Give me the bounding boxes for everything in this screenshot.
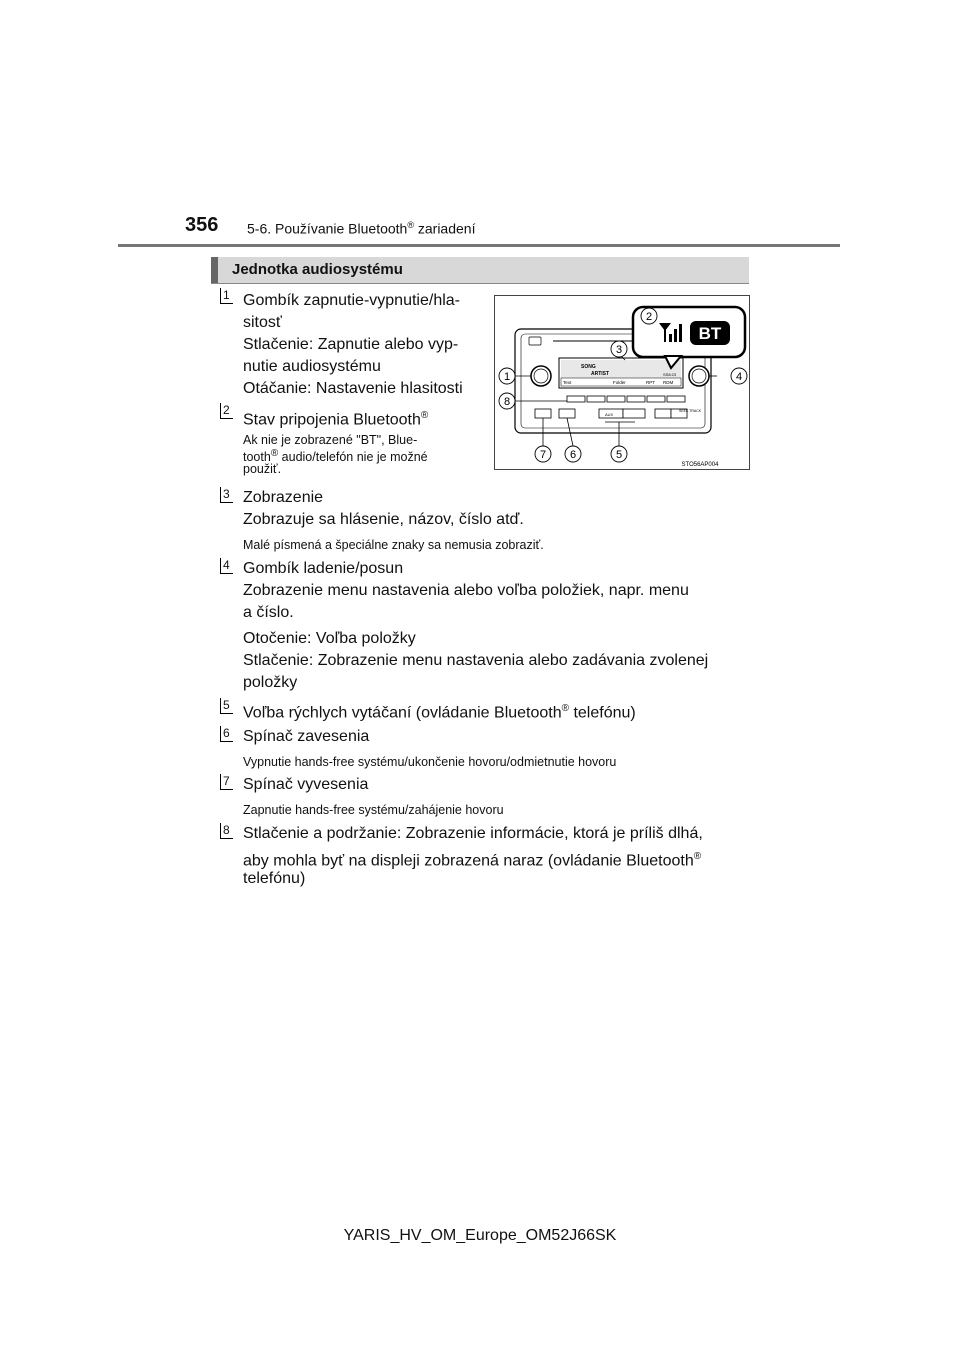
display-song: SONG [581,364,596,370]
callout-label-6: 6 [569,449,577,461]
item-5-text: Voľba rýchlych vytáčaní (ovládanie Bluetooth [243,704,562,722]
item-number-1: 1 [220,288,233,304]
item-2-note-sup: ® [270,448,279,459]
item-4-line-3: a číslo. [243,604,294,621]
item-number-7: 7 [220,774,233,790]
item-number-4: 4 [220,558,233,574]
item-5-post: telefónu) [569,704,636,722]
aux-label: AUX [605,412,614,417]
section-title-suffix: zariadení [413,220,476,237]
box-title: Jednotka audiosystému [232,261,403,278]
item-number-5: 5 [220,698,233,714]
item-6-line-1: Spínač zavesenia [243,728,370,745]
seek-back-button [655,409,671,418]
item-number-8: 8 [220,823,233,839]
header-rule [118,244,840,247]
box-heading [211,257,749,283]
display-track: SS8:23 [663,372,677,377]
item-8-line-2 [243,846,701,872]
preset-6 [667,396,685,402]
item-7-note: Zapnutie hands-free systému/zahájenie hovoru [243,803,504,817]
callout-label-1: 1 [503,371,511,383]
item-1-line-2: sitosť [243,314,282,331]
item-3-note: Malé písmená a špeciálne znaky sa nemusia zobraziť. [243,538,544,552]
figure-code: STO56AP004 [681,462,719,468]
display-artist: ARTIST [591,371,610,377]
preset-2 [587,396,605,402]
item-4-line-1: Gombík ladenie/posun [243,560,404,577]
item-5-line-1 [243,698,636,724]
display-folder-key: Folder [613,380,626,385]
bt-indicator-label: BT [698,324,722,343]
item-6-note: Vypnutie hands-free systému/ukončenie hovoru/odmietnutie hovoru [243,755,617,769]
item-2-note-2b: audio/telefón nie je možné [278,450,428,465]
audio-unit-figure [494,295,750,470]
display-rdm-key: RDM [663,380,674,385]
audio-unit-illustration [495,296,749,469]
seek-label: SEEK TRACK [679,409,702,413]
callout-label-7: 7 [539,449,547,461]
item-8-line-3: telefónu) [243,870,306,887]
preset-1 [567,396,585,402]
item-2-note-3: použiť. [243,462,282,476]
item-1-line-1: Gombík zapnutie-vypnutie/hla- [243,292,460,309]
section-title-sup: ® [407,220,414,230]
usb-button [623,409,645,418]
item-7-line-1: Spínač vyvesenia [243,776,369,793]
item-2-note-2a: tooth [243,450,271,465]
preset-3 [607,396,625,402]
on-hook-button [559,409,575,418]
callout-label-8: 8 [503,396,511,408]
footer-doc-id: YARIS_HV_OM_Europe_OM52J66SK [343,1227,617,1244]
preset-4 [627,396,645,402]
item-8-line-1: Stlačenie a podržanie: Zobrazenie informácie, ktorá je príliš dlhá, [243,825,703,842]
page-number: 356 [185,214,219,236]
item-3-line-1: Zobrazenie [243,489,324,506]
preset-5 [647,396,665,402]
item-4-line-4: Otočenie: Voľba položky [243,630,416,647]
item-4-line-6: položky [243,674,298,691]
item-3-line-2: Zobrazuje sa hlásenie, názov, číslo atď. [243,511,524,528]
item-2-title-sup: ® [420,410,429,421]
item-8-line-2-text: aby mohla byť na displeji zobrazená naraz (ovládanie Bluetooth [243,852,694,870]
item-1-line-4: nutie audiosystému [243,358,381,375]
callout-label-4: 4 [735,371,743,383]
item-5-sup: ® [561,703,570,714]
item-4-line-2: Zobrazenie menu nastavenia alebo voľba položiek, napr. menu [243,582,689,599]
item-4-line-5: Stlačenie: Zobrazenie menu nastavenia alebo zadávania zvolenej [243,652,709,669]
callout-label-2: 2 [645,311,653,323]
item-number-6: 6 [220,726,233,742]
display-text-key: Text [563,380,572,385]
callout-label-5: 5 [615,449,623,461]
item-1-line-3: Stlačenie: Zapnutie alebo vyp- [243,336,459,353]
display-rpt-key: RPT [646,380,655,385]
callout-label-3: 3 [615,344,623,356]
item-8-sup: ® [693,851,702,862]
box-rule [211,283,749,284]
section-title-text: 5-6. Používanie Bluetooth [247,220,408,237]
off-hook-button [535,409,551,418]
item-number-3: 3 [220,487,233,503]
item-2-title-text: Stav pripojenia Bluetooth [243,411,421,429]
item-1-line-5: Otáčanie: Nastavenie hlasitosti [243,380,463,397]
item-2-title [243,405,428,431]
item-number-2: 2 [220,403,233,419]
section-title [247,220,475,237]
item-2-note-1: Ak nie je zobrazené "BT", Blue- [243,433,418,447]
